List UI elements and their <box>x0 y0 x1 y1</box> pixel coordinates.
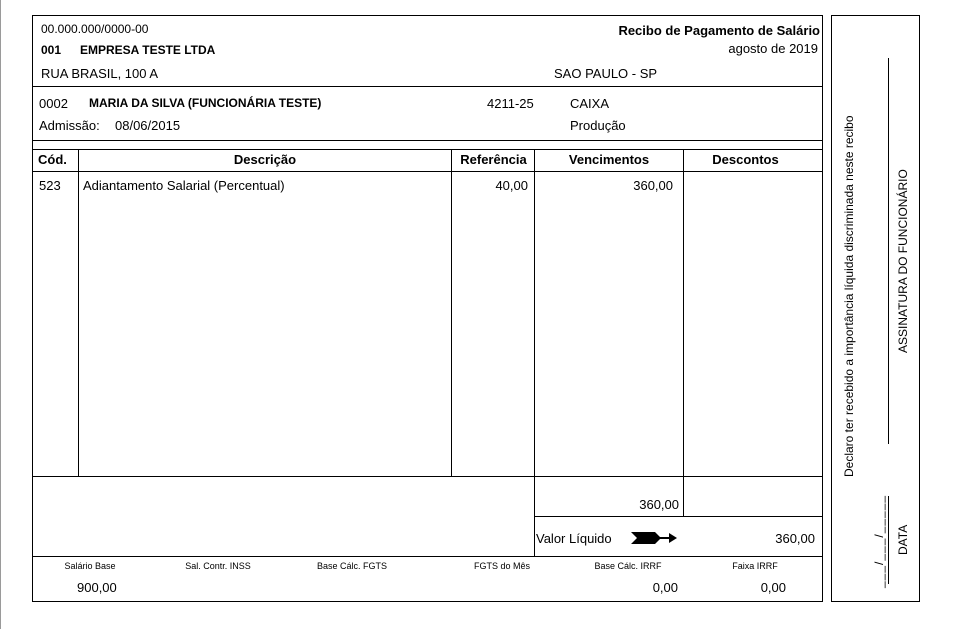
base-label-irrf-band: Faixa IRRF <box>732 561 778 571</box>
company-cnpj: 00.000.000/0000-00 <box>41 22 149 36</box>
employee-divider <box>32 140 823 141</box>
stub-declaration: Declaro ter recebido a importância líquida discriminada neste recibo <box>842 115 856 477</box>
col-header-earnings: Vencimentos <box>568 152 650 167</box>
base-value-irrf: 0,00 <box>652 580 678 595</box>
col-header-reference: Referência <box>460 152 527 167</box>
company-code: 001 <box>41 43 62 57</box>
col-header-description: Descrição <box>233 152 297 167</box>
col-line-1 <box>78 149 79 476</box>
employee-name: MARIA DA SILVA (FUNCIONÁRIA TESTE) <box>89 96 322 110</box>
net-value: 360,00 <box>775 531 815 546</box>
company-city: SAO PAULO - SP <box>554 66 658 81</box>
base-value-salary: 900,00 <box>77 580 117 595</box>
col-line-3 <box>534 149 535 556</box>
row-earnings: 360,00 <box>633 178 673 193</box>
arrow-right-icon <box>631 530 677 546</box>
admission-label: Admissão: <box>39 118 100 133</box>
base-label-fgts: Base Cálc. FGTS <box>316 561 388 571</box>
col-header-code: Cód. <box>38 152 67 167</box>
table-top-border <box>32 149 823 150</box>
employee-department: Produção <box>570 118 626 133</box>
receipt-period: agosto de 2019 <box>728 41 818 56</box>
date-line <box>888 496 889 584</box>
table-body-bottom <box>32 476 823 477</box>
company-name: EMPRESA TESTE LTDA <box>80 43 216 57</box>
col-line-4 <box>683 149 684 517</box>
base-label-irrf: Base Cálc. IRRF <box>594 561 662 571</box>
base-label-inss: Sal. Contr. INSS <box>185 561 251 571</box>
earnings-total: 360,00 <box>639 497 679 512</box>
stub-date-label: DATA <box>896 524 910 555</box>
net-divider <box>32 556 823 557</box>
net-label: Valor Líquido <box>536 531 612 546</box>
totals-divider <box>534 516 823 517</box>
col-header-deductions: Descontos <box>712 152 779 167</box>
row-reference: 40,00 <box>495 178 528 193</box>
stub-date-placeholder: ___/___/_____ <box>872 494 886 588</box>
header-divider <box>32 86 823 87</box>
receipt-title: Recibo de Pagamento de Salário <box>618 23 820 38</box>
company-address: RUA BRASIL, 100 A <box>41 66 159 81</box>
table-header-divider <box>32 171 823 172</box>
stub-signature-label: ASSINATURA DO FUNCIONÁRIO <box>896 169 910 353</box>
base-label-salary: Salário Base <box>64 561 116 571</box>
signature-line <box>888 58 889 444</box>
employee-code: 0002 <box>39 96 68 111</box>
col-line-2 <box>451 149 452 476</box>
row-code: 523 <box>39 178 61 193</box>
base-value-irrf-band: 0,00 <box>760 580 786 595</box>
employee-role: CAIXA <box>570 96 610 111</box>
employee-cbo: 4211-25 <box>487 96 534 111</box>
page-left-edge <box>0 0 1 629</box>
row-description: Adiantamento Salarial (Percentual) <box>83 178 285 193</box>
admission-date: 08/06/2015 <box>115 118 181 133</box>
base-label-fgts-month: FGTS do Mês <box>473 561 530 571</box>
